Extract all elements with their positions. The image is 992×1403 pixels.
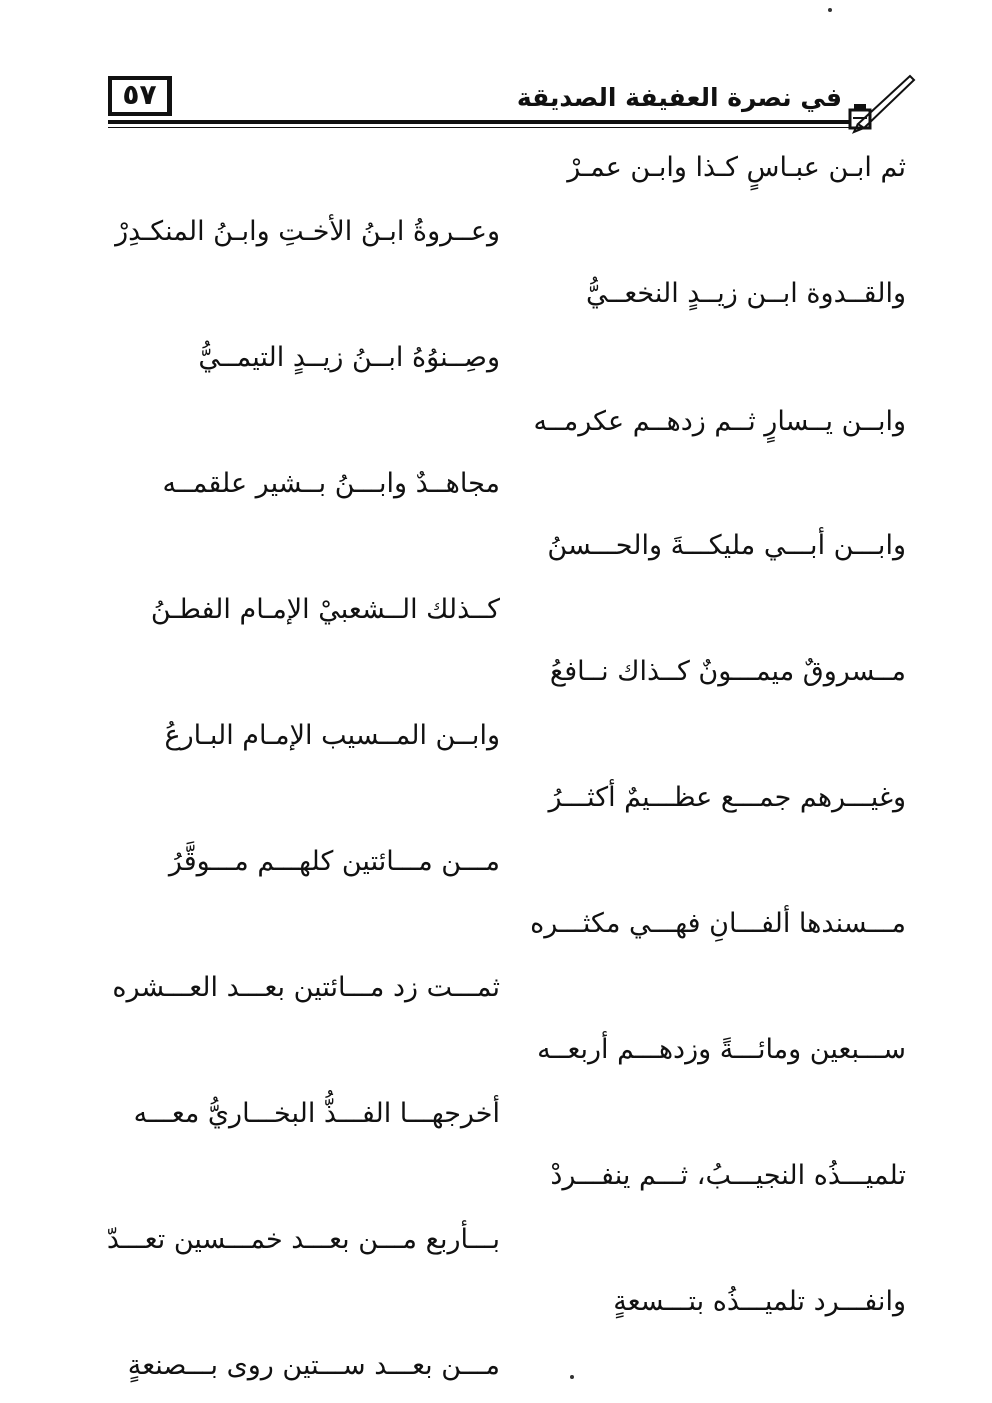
page-header [108,70,920,134]
header-rule [108,120,850,124]
verse-hemistich-6: مجاهــدٌ وابـــنُ بــشير علقمــه [162,468,500,499]
verse-hemistich-18: بـــأربع مـــن بعـــد خمـــسين تعـــدّ [106,1224,500,1255]
scan-speck [570,1375,574,1379]
header-rule-thin [108,127,850,128]
verse-hemistich-9: مــسروقٌ ميمـــونٌ كــذاك نــافعُ [549,656,906,687]
verse-hemistich-14: ثمـــت زد مـــائتين بعـــد العـــشره [112,972,500,1003]
verse-hemistich-15: ســـبعين ومائـــةً وزدهـــم أربعــه [537,1034,906,1065]
verse-hemistich-5: وابــن يــسارٍ ثــم زدهــم عكرمــه [533,406,906,437]
page-number: ٥٧ [108,76,172,116]
pen-inkwell-icon [848,70,920,134]
verse-hemistich-13: مـــسندها ألفـــانِ فهـــي مكثـــره [530,908,906,939]
verse-hemistich-16: أخرجهـــا الفـــذُّ البخـــاريُّ معـــه [133,1098,500,1129]
verse-hemistich-1: ثم ابـن عبـاسٍ كـذا وابـن عمـرْ [567,152,906,183]
verse-hemistich-4: وصِــنوُهُ ابــنُ زيــدٍ التيمــيُّ [198,342,500,373]
verse-hemistich-19: وانفـــرد تلميـــذُه بتـــسعةٍ [613,1286,906,1317]
verse-hemistich-7: وابـــن أبـــي مليكـــةَ والحـــسنُ [547,530,906,561]
scan-speck [828,8,832,12]
verse-hemistich-12: مـــن مـــائتين كلهـــم مـــوقَّرُ [168,846,500,877]
verse-hemistich-3: والقــدوة ابــن زيــدٍ النخعــيُّ [586,278,906,309]
verse-hemistich-2: وعــروةُ ابـنُ الأخـتِ وابـنُ المنكـدِرْ [115,216,500,247]
running-title: في نصرة العفيفة الصديقة [516,83,842,112]
verse-hemistich-17: تلميـــذُه النجيـــبُ، ثـــم ينفـــردْ [550,1160,906,1191]
verse-hemistich-10: وابــن المــسيب الإمـام البـارعُ [164,720,500,751]
verse-hemistich-11: وغيـــرهم جمـــع عظـــيمٌ أكثـــرُ [548,782,906,813]
verse-hemistich-8: كــذلك الــشعبيْ الإمـام الفطـنُ [150,594,500,625]
verse-hemistich-20: مـــن بعـــد ســـتين روى بـــصنعةٍ [127,1350,500,1381]
